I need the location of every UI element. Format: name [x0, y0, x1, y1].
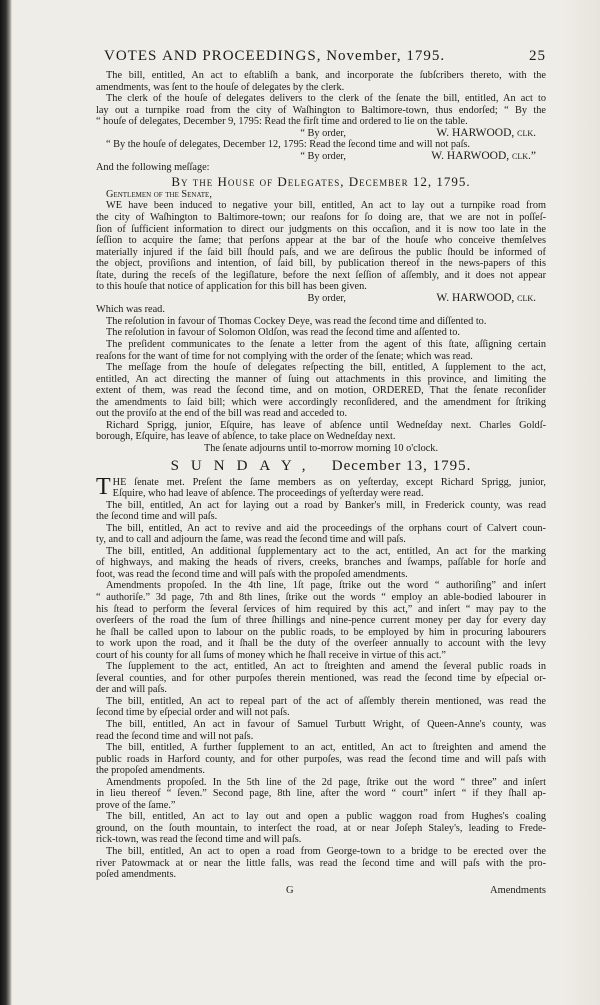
by-order: By order,	[307, 292, 346, 304]
paragraph	[96, 70, 546, 93]
paragraph	[96, 93, 546, 128]
message-heading: By the House of Delegates, December 12, 1795.	[171, 173, 471, 189]
text-line: The clerk of the houſe of delegates delivers to the clerk of the ſenate the bill, entitled, An act to	[106, 93, 546, 105]
signature-line	[96, 293, 546, 305]
text-line: The bill, entitled, An act to revive and aid the proceedings of the orphans court of Calvert coun-	[106, 522, 546, 534]
text-line: the ſecond time and will paſs.	[96, 511, 218, 523]
paragraph	[96, 661, 546, 696]
text-line: “ By the houſe of delegates, December 12, 1795: Read the ſecond time and will not paſs.	[106, 139, 471, 151]
text-line: lay out a turnpike road from the city of Waſhington to Baltimore-town, thus endorſed; “ By the	[96, 104, 546, 116]
text-line: The meſſage from the houſe of delegates reſpecting the bill, entitled, A ſupplement to the act,	[106, 362, 546, 374]
paragraph	[96, 162, 546, 174]
text-line: The bill, entitled, An act for laying out a road by Banker's mill, in Frederick county, was read	[106, 499, 546, 511]
scan-margin	[560, 0, 600, 1005]
text-line: ſion of ſufficient information to direct our judgments on this occaſion, and it is now too late in the	[96, 223, 546, 235]
clerk-name: W. HARWOOD, clk.”	[431, 149, 536, 162]
paragraph	[96, 339, 546, 362]
text-line: The bill, entitled, An act to open a road from George-town to a bridge to be erected over the	[106, 846, 546, 857]
clerk-name: W. HARWOOD, clk.	[436, 126, 536, 139]
paragraph	[96, 304, 546, 316]
text-line: The bill, entitled, An act to repeal part of the act of aſſembly therein mentioned, was read the	[106, 695, 546, 707]
paragraph	[96, 719, 546, 742]
paragraph	[96, 523, 546, 546]
text-line: of highways, and making the heads of rivers, creeks, branches and ſwamps, paſſable for horſe and	[96, 557, 546, 569]
paragraph	[96, 316, 546, 328]
page-footer	[96, 885, 546, 896]
text-line: ground, on the ſouth mountain, to interſect the road, at or near Joſeph Staley's, leading to Frede-	[96, 822, 546, 834]
text-line: in lieu thereof “ ſeven.” Second page, 8th line, after the word “ court” inſert “ if they ſhall ap-	[96, 788, 546, 800]
document-page	[96, 48, 546, 896]
text-line: river Patowmack at or near the little falls, was read the ſecond time and will paſs with the pro-	[96, 857, 546, 869]
paragraph	[96, 777, 546, 812]
text-line: ty, and to call and adjourn the ſame, was read the ſecond time and will paſs.	[96, 534, 406, 546]
text-line: the object, proviſions and intention, of ſaid bill, by publication thereof in the news-papers of this	[96, 258, 546, 270]
paragraph	[96, 846, 546, 881]
text-line: out the proviſo at the end of the bill was read and acceded to.	[96, 408, 348, 420]
paragraph	[96, 811, 546, 846]
text-line: HE ſenate met. Preſent the ſame members as on yeſterday, except Richard Sprigg, junior,	[112, 476, 546, 488]
text-line: The bill, entitled, A further ſupplement to an act, entitled, An act to ſtreighten and amend the	[106, 742, 546, 754]
text-line: poſed amendments.	[96, 869, 177, 881]
paragraph	[96, 420, 546, 443]
text-line: Which was read.	[96, 304, 165, 316]
text-line: ſtate, during the receſs of the legiſlature, before the next ſeſſion of aſſembly, and it does not appear	[96, 269, 546, 281]
text-line: The bill, entitled, An act to lay out and open a public waggon road from Hughes's coaling	[106, 811, 546, 823]
text-line: ſeveral counties, and for other purpoſes therein mentioned, was read the ſecond time by eſpecial or-	[96, 672, 546, 684]
running-header	[96, 48, 546, 70]
text-line: rick-town, was read the ſecond time and will paſs.	[96, 834, 302, 846]
text-line: public roads in Harford county, and for other purpoſes, was read the ſecond time and will paſs with	[96, 753, 546, 765]
text-line: The bill, entitled, An act in favour of Samuel Turbutt Wright, of Queen-Anne's county, was	[106, 718, 546, 730]
text-line: amendments, was ſent to the houſe of delegates by the clerk.	[96, 81, 345, 93]
paragraph	[96, 696, 546, 719]
paragraph	[96, 362, 546, 420]
paragraph	[96, 742, 546, 777]
text-line: the propoſed amendments.	[96, 765, 205, 777]
text-line: entitled, An act directing the manner of ſuing out attachments in this province, and limiting the	[96, 373, 546, 385]
text-line: materially injured if the ſaid bill ſhould paſs, and we are deſirous the public ſhould be informed of	[96, 246, 546, 258]
day-name: SUNDAY,	[170, 457, 318, 474]
text-line: overſeers of the road the ſum of three ſhillings and nine-pence current money per day for every day	[96, 615, 546, 627]
text-line: his ſtead to perform the ſeveral ſervices of him required by this act,” and inſert “ may pay to the	[96, 603, 546, 615]
text-line: borough, Eſquire, has leave of abſence, to take place on Wedneſday next.	[96, 431, 396, 443]
text-line: foot, was read the ſecond time and will paſs with the propoſed amendments.	[96, 568, 408, 580]
text-line: The preſident communicates to the ſenate a letter from the agent of this ſtate, aſſigning certain	[106, 339, 546, 351]
paragraph	[96, 500, 546, 523]
opening-paragraph	[96, 473, 546, 500]
text-line: to this houſe that notice of application for this bill has been given.	[96, 281, 367, 293]
text-line: he ſhall be called upon to labour on the public roads, to be employed by him in procuring labourers	[96, 626, 546, 638]
text-line: prove of the ſame.”	[96, 799, 176, 811]
text-line: The reſolution in favour of Solomon Oldſon, was read the ſecond time and aſſented to.	[106, 327, 461, 339]
text-line: the city of Waſhington to Baltimore-town; our reaſons for ſo doing are, that we are not in poſſeſ-	[96, 212, 546, 224]
text-line: ſeſſion to acquire the ſame; that perſons appear at the bar of the houſe who conceive themſelves	[96, 235, 546, 247]
text-line: “ houſe of delegates, December 9, 1795: Read the firſt time and ordered to lie on the table.	[96, 116, 468, 128]
scan-edge	[0, 0, 12, 1005]
text-line: to work upon the road, and it ſhall be the duty of the overſeer annually to account with the levy	[96, 638, 546, 650]
paragraph	[96, 580, 546, 661]
salutation: Gentlemen of the Senate,	[106, 188, 212, 200]
text-line: Richard Sprigg, junior, Eſquire, has leave of abſence until Wedneſday next. Charles Goldſ-	[106, 419, 546, 431]
text-line: Eſquire, who had leave of abſence. The proceedings of yeſterday were read.	[112, 488, 424, 500]
text-line: WE have been induced to negative your bill, entitled, An act to lay out a turnpike road from	[106, 200, 546, 212]
signature-line	[96, 128, 546, 140]
text-line: ſecond time by eſpecial order and will not paſs.	[96, 707, 290, 719]
title-proceedings: PROCEEDINGS,	[202, 48, 322, 64]
text-line: The reſolution in favour of Thomas Cockey Deye, was read the ſecond time and diſſented to.	[106, 315, 487, 327]
text-line: “ authoriſe.” 3d page, 7th and 8th lines, ſtrike out the words “ employ an able-bodied labourer in	[96, 591, 546, 603]
text-line: And the following meſſage:	[96, 162, 210, 174]
text-line: read the ſecond time and will not paſs.	[96, 730, 254, 742]
title-date: November, 1795.	[326, 48, 446, 64]
text-line: court of his county for all ſums of money which he ſhall receive in virtue of this act.”	[96, 649, 446, 661]
page-number: 25	[529, 48, 546, 64]
paragraph	[96, 200, 546, 292]
catchword: Amendments	[490, 884, 546, 896]
drop-cap: T	[96, 473, 111, 500]
text-line: extent of them, was read the ſecond time, and on motion, ORDERED, That the ſenate reconſider	[96, 385, 546, 397]
text-line: Amendments propoſed. In the 4th line, 1ſt page, ſtrike out the word “ authoriſing” and inſert	[106, 580, 546, 592]
day-date: December 13, 1795.	[331, 457, 472, 474]
running-title	[96, 48, 445, 65]
text-line: the amendments to ſaid bill; which were accordingly reconſidered, and the amendment for ſtriking	[96, 396, 546, 408]
text-line: The bill, entitled, An act to eſtabliſh a bank, and incorporate the ſubſcribers thereto, with the	[106, 70, 546, 81]
title-and: AND	[162, 48, 198, 64]
signature-line	[96, 151, 546, 163]
signature-mark: G	[286, 884, 294, 896]
by-order: “ By order,	[300, 127, 346, 139]
text-line: der and will paſs.	[96, 684, 167, 696]
by-order: “ By order,	[300, 150, 346, 162]
text-line: The ſupplement to the act, entitled, An act to ſtreighten and amend the ſeveral public roads in	[106, 661, 546, 673]
clerk-name: W. HARWOOD, clk.	[436, 291, 536, 304]
text-line: Amendments propoſed. In the 5th line of the 2d page, ſtrike out the word “ three” and inſert	[106, 776, 546, 788]
text-line: reaſons for the want of time for not complying with the order of the ſenate; which was read.	[96, 350, 473, 362]
title-votes: VOTES	[104, 48, 158, 64]
text-line: The bill, entitled, An additional ſupplementary act to the act, entitled, An act for the marking	[106, 545, 546, 557]
paragraph	[96, 327, 546, 339]
day-heading	[96, 455, 546, 477]
paragraph	[96, 546, 546, 581]
document-body	[96, 70, 546, 881]
adjournment-line: The ſenate adjourns until to-morrow morning 10 o'clock.	[203, 442, 439, 454]
